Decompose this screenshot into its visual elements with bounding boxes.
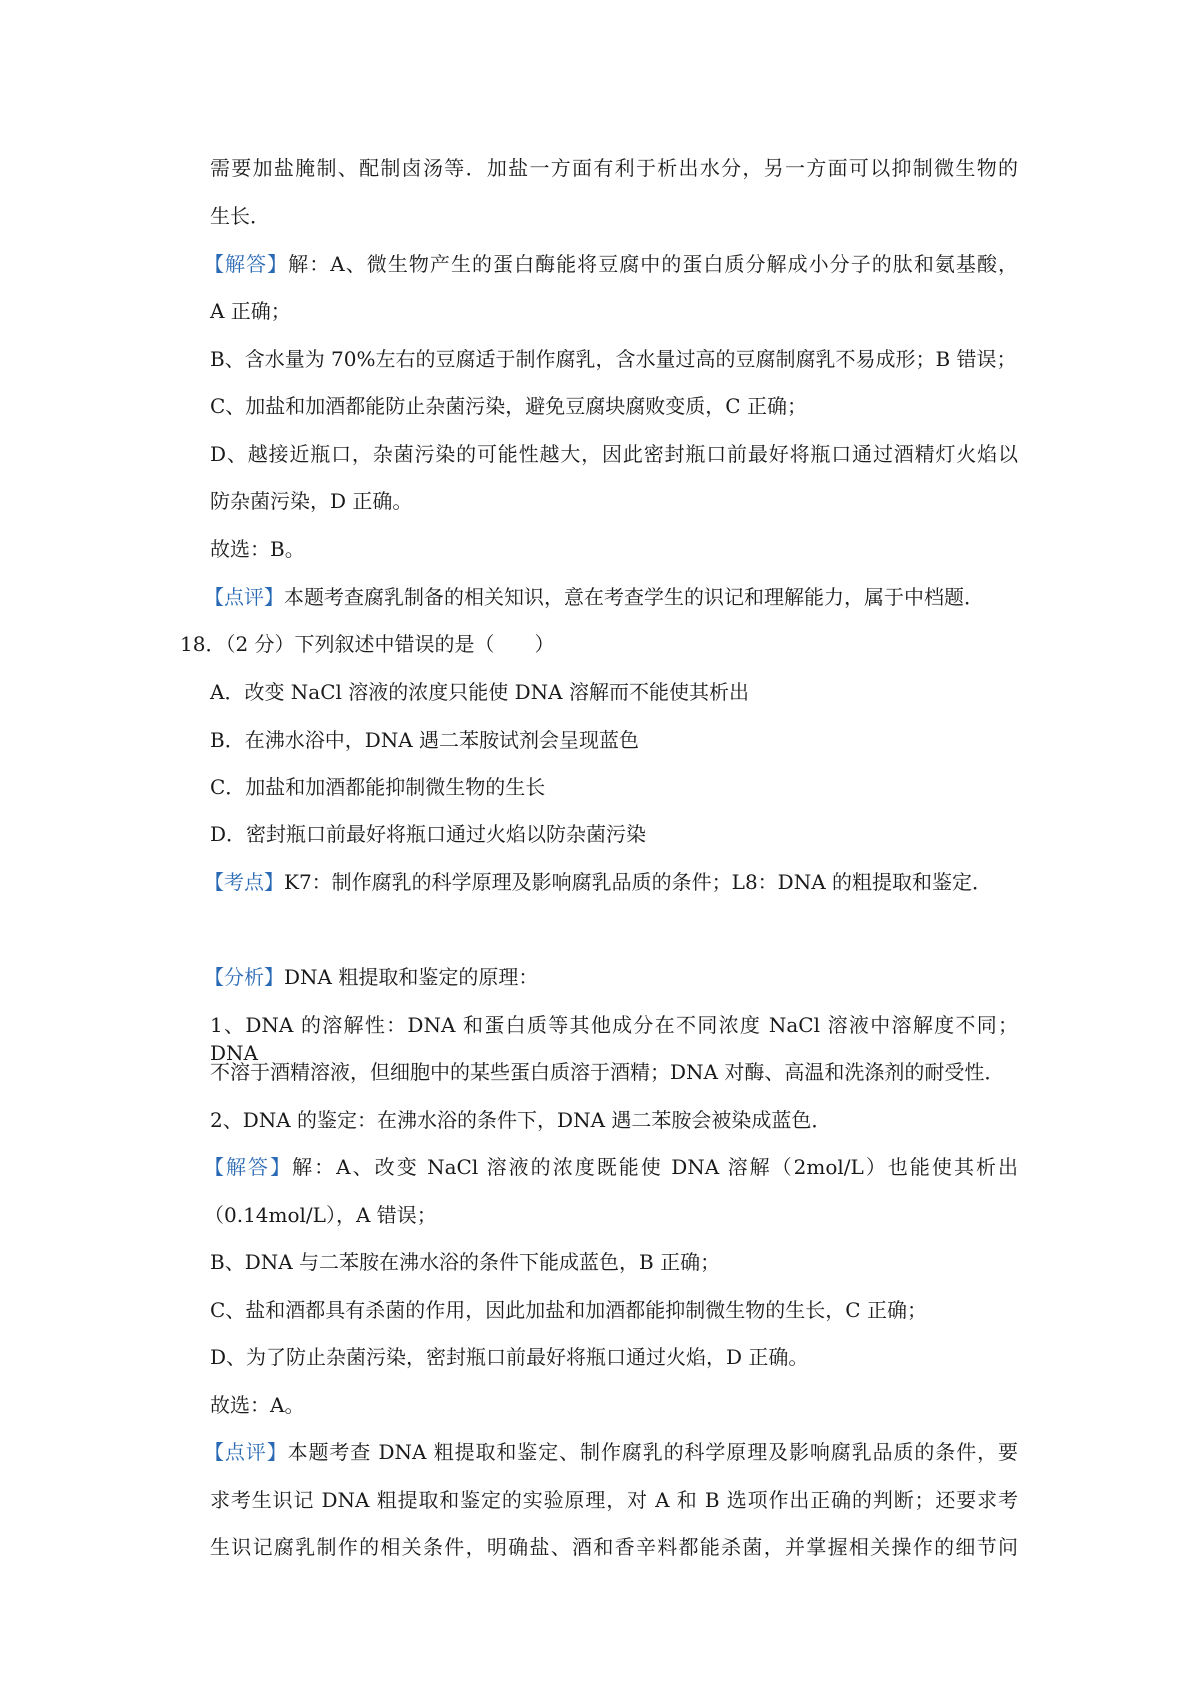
comment-tag: 【点评】 xyxy=(204,1440,288,1464)
prev-analysis-line: 生长． xyxy=(210,204,270,228)
comment-text: 本题考查 DNA 粗提取和鉴定、制作腐乳的科学原理及影响腐乳品质的条件，要 xyxy=(287,1440,1018,1464)
analysis-line: 1、DNA 的溶解性：DNA 和蛋白质等其他成分在不同浓度 NaCl 溶液中溶解度不同；DNA xyxy=(210,1013,1018,1065)
point-text: K7：制作腐乳的科学原理及影响腐乳品质的条件；L8：DNA 的粗提取和鉴定． xyxy=(284,870,993,894)
prev-answer-line xyxy=(204,250,1018,278)
comment-line: 求考生识记 DNA 粗提取和鉴定的实验原理，对 A 和 B 选项作出正确的判断；还要求考 xyxy=(210,1488,1018,1512)
prev-comment-line xyxy=(204,583,984,611)
comment-text: 本题考查腐乳制备的相关知识，意在考查学生的识记和理解能力，属于中档题． xyxy=(284,585,984,609)
analysis-line xyxy=(204,963,538,991)
answer-line: （0.14mol/L），A 错误； xyxy=(204,1203,437,1227)
answer-line xyxy=(204,1153,1018,1181)
analysis-text: DNA 粗提取和鉴定的原理： xyxy=(284,965,539,989)
prev-answer-line: 防杂菌污染，D 正确。 xyxy=(210,489,413,513)
answer-line: B、DNA 与二苯胺在沸水浴的条件下能成蓝色，B 正确； xyxy=(210,1250,721,1274)
option-a: A．改变 NaCl 溶液的浓度只能使 DNA 溶解而不能使其析出 xyxy=(210,680,749,704)
option-d: D．密封瓶口前最好将瓶口通过火焰以防杂菌污染 xyxy=(210,822,647,846)
prev-answer-line: C、加盐和加酒都能防止杂菌污染，避免豆腐块腐败变质，C 正确； xyxy=(210,394,807,418)
answer-choice: 故选：A。 xyxy=(210,1393,305,1417)
prev-answer-choice: 故选：B。 xyxy=(210,537,305,561)
option-b: B．在沸水浴中，DNA 遇二苯胺试剂会呈现蓝色 xyxy=(210,728,640,752)
answer-tag: 【解答】 xyxy=(204,1155,293,1179)
analysis-line: 2、DNA 的鉴定：在沸水浴的条件下，DNA 遇二苯胺会被染成蓝色． xyxy=(210,1108,832,1132)
prev-answer-line: A 正确； xyxy=(210,299,291,323)
prev-answer-line: D、越接近瓶口，杂菌污染的可能性越大，因此密封瓶口前最好将瓶口通过酒精灯火焰以 xyxy=(210,442,1018,466)
answer-tag: 【解答】 xyxy=(204,252,289,276)
answer-line: C、盐和酒都具有杀菌的作用，因此加盐和加酒都能抑制微生物的生长，C 正确； xyxy=(210,1298,927,1322)
prev-answer-line: B、含水量为 70%左右的豆腐适于制作腐乳，含水量过高的豆腐制腐乳不易成形；B 错误； xyxy=(210,347,1017,371)
point-tag: 【考点】 xyxy=(204,870,284,894)
prev-analysis-line: 需要加盐腌制、配制卤汤等．加盐一方面有利于析出水分，另一方面可以抑制微生物的 xyxy=(210,156,1018,180)
option-c: C．加盐和加酒都能抑制微生物的生长 xyxy=(210,775,546,799)
answer-text: 解：A、改变 NaCl 溶液的浓度既能使 DNA 溶解（2mol/L）也能使其析出 xyxy=(292,1155,1018,1179)
point-line xyxy=(204,868,992,896)
comment-line: 生识记腐乳制作的相关条件，明确盐、酒和香辛料都能杀菌，并掌握相关操作的细节问 xyxy=(210,1535,1018,1559)
analysis-line: 不溶于酒精溶液，但细胞中的某些蛋白质溶于酒精；DNA 对酶、高温和洗涤剂的耐受性． xyxy=(210,1060,1005,1084)
question-stem: 18．（2 分）下列叙述中错误的是（ ） xyxy=(180,632,555,656)
answer-text: 解：A、微生物产生的蛋白酶能将豆腐中的蛋白质分解成小分子的肽和氨基酸， xyxy=(288,252,1018,276)
answer-line: D、为了防止杂菌污染，密封瓶口前最好将瓶口通过火焰，D 正确。 xyxy=(210,1345,809,1369)
analysis-tag: 【分析】 xyxy=(204,965,284,989)
comment-line xyxy=(204,1438,1018,1466)
comment-tag: 【点评】 xyxy=(204,585,284,609)
